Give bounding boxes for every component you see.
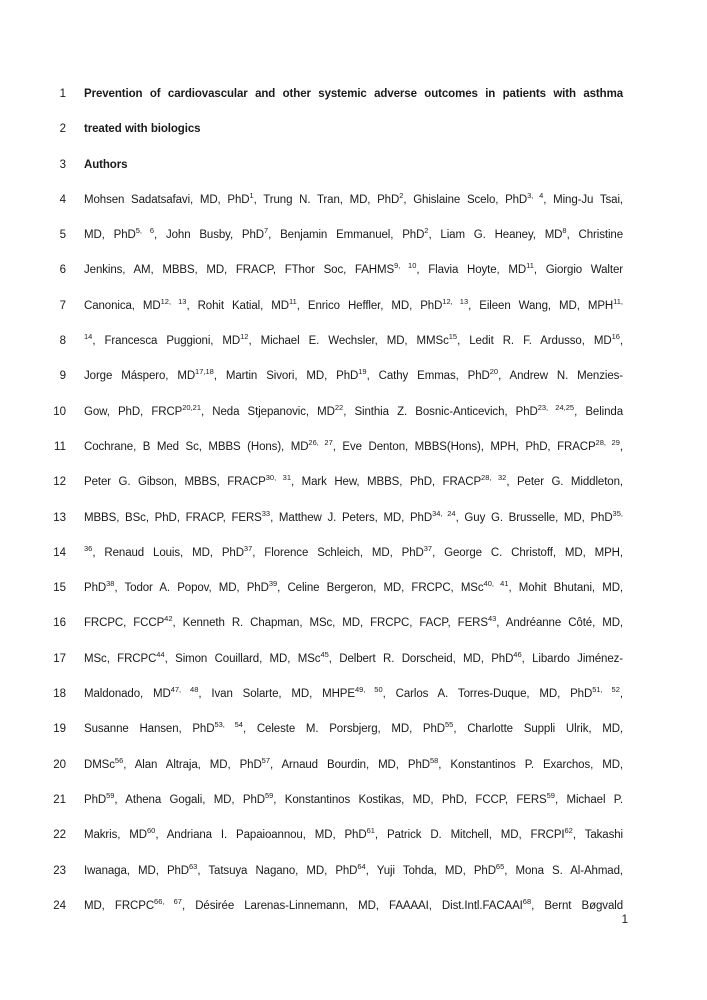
line-number: 4 bbox=[59, 193, 66, 206]
affiliation-superscript: 28, 32 bbox=[481, 473, 507, 483]
affiliation-superscript: 56 bbox=[114, 755, 124, 765]
affiliation-superscript: 42 bbox=[164, 614, 173, 624]
affiliation-superscript: 16 bbox=[611, 332, 620, 342]
affiliation-superscript: 44 bbox=[156, 649, 165, 659]
manuscript-line bbox=[40, 898, 623, 933]
line-text: MD, FRCPC$^{66, 67}$, Désirée Larenas-Linnemann, MD, FAAAAI, Dist.Intl.FACAAI$^{68}$, Bernt Bøgvald bbox=[84, 897, 623, 912]
line-text: Susanne Hansen, PhD$^{53, 54}$, Celeste M. Porsbjerg, MD, PhD$^{55}$, Charlotte Suppli Ulrik, MD, bbox=[84, 720, 624, 736]
line-text: Authors bbox=[84, 158, 128, 171]
manuscript-line bbox=[40, 192, 623, 227]
affiliation-superscript: 34, 24 bbox=[432, 508, 456, 518]
line-text: Cochrane, B Med Sc, MBBS (Hons), MD$^{26, 27}$, Eve Denton, MBBS(Hons), MPH, PhD, FRACP$^{28, 29}$, bbox=[84, 438, 623, 453]
line-number: 8 bbox=[59, 335, 66, 348]
line-text: MSc, FRCPC$^{44}$, Simon Couillard, MD, MSc$^{45}$, Delbert R. Dorscheid, MD, PhD$^{46}$, Libardo Jiménez- bbox=[84, 649, 624, 665]
line-number: 1 bbox=[59, 88, 66, 100]
line-text: $^{36}$, Renaud Louis, MD, PhD$^{37}$, Florence Schleich, MD, PhD$^{37}$, George C. Christoff, MD, MPH, bbox=[84, 544, 623, 559]
line-text: MBBS, BSc, PhD, FRACP, FERS$^{33}$, Matthew J. Peters, MD, PhD$^{34, 24}$, Guy G. Brusselle, MD, PhD$^{35,}$ bbox=[84, 508, 623, 524]
line-text: Canonica, MD$^{12, 13}$, Rohit Katial, MD$^{11}$, Enrico Heffler, MD, PhD$^{12, 13}$, Eileen Wang, MD, $MPH^{11,}$ bbox=[84, 296, 623, 312]
manuscript-line bbox=[40, 86, 623, 121]
line-text: Maldonado, MD$^{47, 48}$, Ivan Solarte, MD, MHPE$^{49, 50}$, Carlos A. Torres-Duque, MD, PhD$^{51, 52}$, bbox=[84, 685, 623, 701]
affiliation-superscript: 40, 41 bbox=[483, 579, 509, 589]
affiliation-superscript: 36 bbox=[84, 544, 93, 554]
affiliation-superscript: 47, 48 bbox=[170, 685, 199, 695]
manuscript-line bbox=[40, 863, 623, 898]
manuscript-line bbox=[40, 545, 623, 580]
affiliation-superscript: 12, 13 bbox=[160, 296, 187, 306]
line-text: PhD$^{59}$, Athena Gogali, MD, PhD$^{59}$, Konstantinos Kostikas, MD, PhD, FCCP, FERS$^{59}$, Michael P. bbox=[84, 791, 623, 806]
affiliation-superscript: 2 bbox=[399, 191, 404, 201]
affiliation-superscript: 59 bbox=[106, 791, 115, 801]
affiliation-superscript: 5, 6 bbox=[135, 226, 154, 236]
affiliation-superscript: 20,21 bbox=[182, 402, 202, 412]
affiliation-superscript: 22 bbox=[334, 402, 344, 412]
line-number: 12 bbox=[53, 476, 66, 489]
line-number: 14 bbox=[53, 546, 66, 559]
manuscript-line bbox=[40, 827, 623, 862]
manuscript-line bbox=[40, 510, 623, 545]
line-text: Gow, PhD, FRCP$^{20,21}$, Neda Stjepanovic, MD$^{22}$, Sinthia Z. Bosnic-Anticevich, PhD$^{23, 24,25}$, Belinda bbox=[84, 402, 623, 418]
manuscript-line bbox=[40, 368, 623, 403]
manuscript-line bbox=[40, 474, 623, 509]
affiliation-superscript: 8 bbox=[562, 226, 567, 236]
manuscript-line bbox=[40, 121, 623, 156]
line-text: Jorge Máspero, MD$^{17,18}$, Martin Sivori, MD, PhD$^{19}$, Cathy Emmas, PhD$^{20}$, Andrew N. Menzies- bbox=[84, 367, 624, 383]
line-number: 2 bbox=[59, 123, 66, 136]
affiliation-superscript: 2 bbox=[424, 226, 429, 236]
affiliation-superscript: 19 bbox=[358, 367, 367, 377]
affiliation-superscript: 61 bbox=[366, 826, 375, 836]
line-number: 24 bbox=[53, 899, 66, 912]
affiliation-superscript: 66, 67 bbox=[154, 897, 182, 906]
line-text: MD, PhD$^{5, 6}$, John Busby, PhD$^7$, Benjamin Emmanuel, PhD$^2$, Liam G. Heaney, $MD^8$, Christine bbox=[84, 226, 623, 242]
manuscript-line bbox=[40, 580, 623, 615]
manuscript-line bbox=[40, 298, 623, 333]
affiliation-superscript: 59 bbox=[546, 791, 555, 801]
affiliation-superscript: 33 bbox=[261, 508, 271, 518]
line-number: 15 bbox=[53, 582, 66, 595]
line-text: $^{14}$, Francesca Puggioni, MD$^{12}$, Michael E. Wechsler, MD, MMSc$^{15}$, Ledit R. F. Ardusso, MD$^{16}$, bbox=[84, 332, 624, 348]
line-number: 3 bbox=[59, 158, 66, 171]
affiliation-superscript: 53, 54 bbox=[214, 720, 243, 730]
line-number: 21 bbox=[53, 793, 66, 806]
affiliation-superscript: 60 bbox=[146, 826, 156, 836]
affiliation-superscript: 37 bbox=[423, 544, 433, 554]
affiliation-superscript: 30, 31 bbox=[265, 473, 292, 483]
line-number: 17 bbox=[53, 652, 66, 665]
affiliation-superscript: 11 bbox=[526, 261, 534, 271]
affiliation-superscript: 28, 29 bbox=[595, 438, 620, 448]
manuscript-line bbox=[40, 404, 623, 439]
manuscript-line bbox=[40, 721, 623, 756]
affiliation-superscript: 26, 27 bbox=[308, 438, 333, 448]
affiliation-superscript: 11, bbox=[613, 296, 623, 306]
line-number: 5 bbox=[59, 229, 66, 242]
manuscript-line bbox=[40, 439, 623, 474]
line-text: DMSc$^{56}$, Alan Altraja, MD, PhD$^{57}$, Arnaud Bourdin, MD, PhD$^{58}$, Konstantinos P. Exarchos, MD, bbox=[84, 755, 623, 771]
affiliation-superscript: 1 bbox=[249, 191, 254, 201]
manuscript-line bbox=[40, 157, 623, 192]
affiliation-superscript: 45 bbox=[320, 649, 329, 659]
affiliation-superscript: 39 bbox=[268, 579, 278, 589]
affiliation-superscript: 62 bbox=[564, 826, 573, 836]
line-number: 13 bbox=[53, 511, 66, 524]
line-number: 18 bbox=[53, 688, 66, 701]
manuscript-lines bbox=[40, 86, 623, 933]
manuscript-line bbox=[40, 333, 623, 368]
line-number: 19 bbox=[53, 723, 66, 736]
affiliation-superscript: 64 bbox=[357, 861, 366, 871]
line-number: 20 bbox=[53, 758, 66, 771]
line-number: 10 bbox=[53, 405, 66, 418]
manuscript-line bbox=[40, 262, 623, 297]
line-text: treated with biologics bbox=[84, 123, 201, 136]
affiliation-superscript: 51, 52 bbox=[592, 685, 620, 695]
affiliation-superscript: 23, 24,25 bbox=[537, 402, 575, 412]
affiliation-superscript: 9, 10 bbox=[394, 261, 417, 271]
affiliation-superscript: 37 bbox=[243, 544, 253, 554]
line-number: 6 bbox=[59, 264, 66, 277]
affiliation-superscript: 57 bbox=[261, 755, 270, 765]
manuscript-line bbox=[40, 686, 623, 721]
page-number: 1 bbox=[621, 914, 628, 926]
affiliation-superscript: 3, 4 bbox=[527, 191, 544, 201]
affiliation-superscript: 38 bbox=[106, 579, 115, 589]
line-text: Mohsen Sadatsafavi, MD, PhD$^1$, Trung N. Tran, MD, PhD$^2$, Ghislaine Scelo, PhD$^{3, 4}$, Ming-Ju Tsai, bbox=[84, 191, 624, 206]
affiliation-superscript: 15 bbox=[448, 332, 458, 342]
line-text: Prevention of cardiovascular and other systemic adverse outcomes in patients with asthma bbox=[84, 88, 623, 100]
line-text: Peter G. Gibson, MBBS, FRACP$^{30, 31}$, Mark Hew, MBBS, PhD, FRACP$^{28, 32}$, Peter G. Middleton, bbox=[84, 473, 623, 489]
line-text: FRCPC, FCCP$^{42}$, Kenneth R. Chapman, MSc, MD, FRCPC, FACP, FERS$^{43}$, Andréanne Côté, MD, bbox=[84, 614, 624, 630]
affiliation-superscript: 17,18 bbox=[195, 367, 214, 377]
affiliation-superscript: 12 bbox=[240, 332, 249, 342]
affiliation-superscript: 63 bbox=[189, 861, 198, 871]
line-text: PhD$^{38}$, Todor A. Popov, MD, PhD$^{39}$, Celine Bergeron, MD, FRCPC, MSc$^{40, 41}$, Mohit Bhutani, MD, bbox=[84, 579, 624, 595]
manuscript-line bbox=[40, 651, 623, 686]
line-number: 22 bbox=[53, 829, 66, 842]
affiliation-superscript: 68 bbox=[522, 897, 532, 906]
affiliation-superscript: 35, bbox=[612, 508, 623, 518]
affiliation-superscript: 11 bbox=[288, 296, 297, 306]
line-number: 7 bbox=[59, 299, 66, 312]
manuscript-line bbox=[40, 792, 623, 827]
line-number: 23 bbox=[53, 864, 66, 877]
line-number: 11 bbox=[54, 440, 66, 453]
line-number: 16 bbox=[53, 617, 66, 630]
affiliation-superscript: 58 bbox=[429, 755, 439, 765]
line-number: 9 bbox=[59, 370, 66, 383]
affiliation-superscript: 7 bbox=[263, 226, 269, 236]
line-text: Makris, MD$^{60}$, Andriana I. Papaioannou, MD, PhD$^{61}$, Patrick D. Mitchell, MD, FRCPI$^{62}$, Takashi bbox=[84, 826, 623, 842]
affiliation-superscript: 14 bbox=[84, 332, 93, 342]
affiliation-superscript: 49, 50 bbox=[354, 685, 383, 695]
manuscript-line bbox=[40, 615, 623, 650]
line-text: Jenkins, AM, MBBS, MD, FRACP, FThor Soc, FAHMS$^{9, 10}$, Flavia Hoyte, MD$^{11}$, Giorgio Walter bbox=[84, 261, 623, 277]
manuscript-line bbox=[40, 227, 623, 262]
affiliation-superscript: 59 bbox=[264, 791, 274, 801]
affiliation-superscript: 12, 13 bbox=[442, 296, 469, 306]
affiliation-superscript: 20 bbox=[489, 367, 499, 377]
affiliation-superscript: 46 bbox=[513, 649, 522, 659]
affiliation-superscript: 55 bbox=[445, 720, 454, 730]
line-text: Iwanaga, MD, PhD$^{63}$, Tatsuya Nagano, MD, PhD$^{64}$, Yuji Tohda, MD, PhD$^{65}$, Mona S. Al-Ahmad, bbox=[84, 861, 623, 877]
manuscript-line bbox=[40, 757, 623, 792]
affiliation-superscript: 43 bbox=[487, 614, 497, 624]
affiliation-superscript: 65 bbox=[495, 861, 505, 871]
